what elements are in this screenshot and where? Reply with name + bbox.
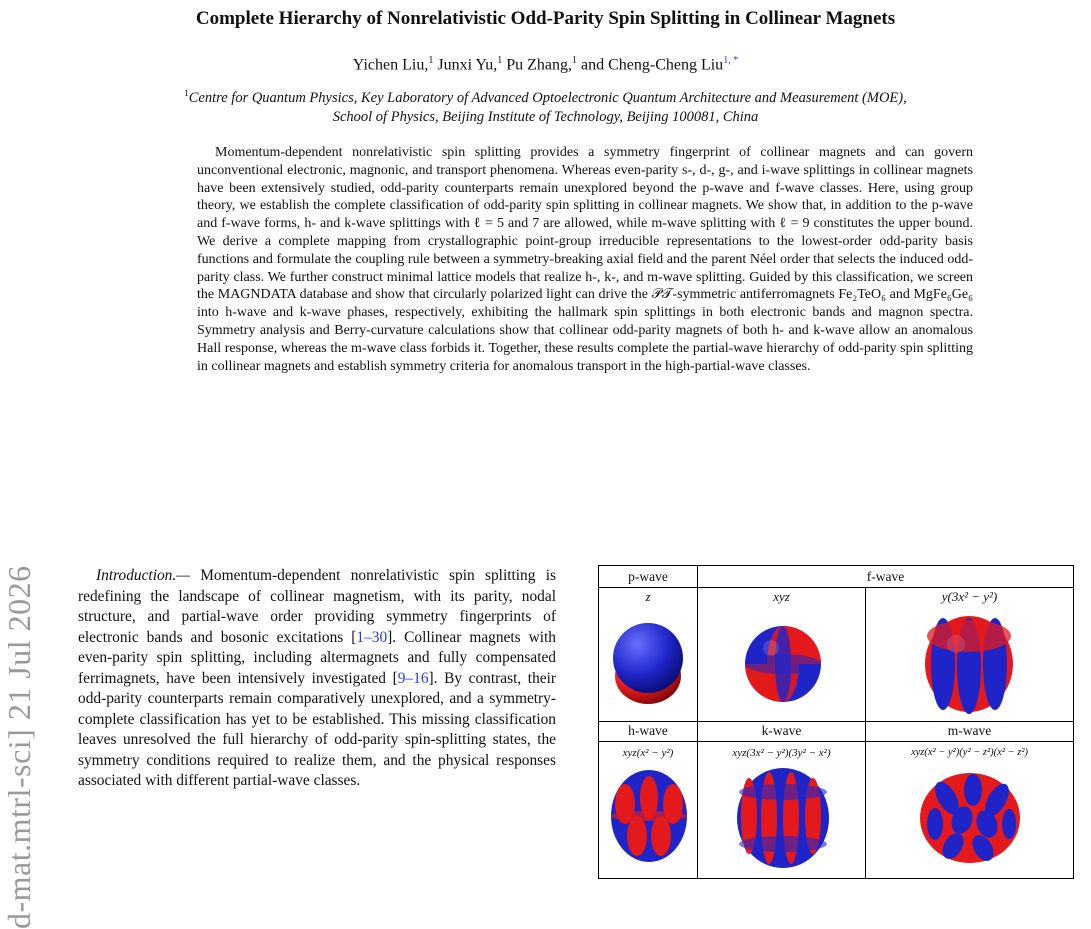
author-3: Pu Zhang, bbox=[506, 56, 572, 74]
partial-wave-figure bbox=[598, 565, 1074, 879]
citation-link-2[interactable]: 9–16 bbox=[397, 669, 429, 687]
header-m-wave: m-wave bbox=[947, 723, 992, 738]
affiliation-sup: 1 bbox=[184, 88, 189, 98]
citation-link-1[interactable]: 1–30 bbox=[356, 628, 388, 646]
paper-title: Complete Hierarchy of Nonrelativistic Odd-Parity Spin Splitting in Collinear Magnets bbox=[195, 8, 896, 29]
p-wave-orbital bbox=[611, 608, 685, 716]
author-2-sup: 1 bbox=[497, 55, 503, 66]
header-h-wave: h-wave bbox=[628, 723, 668, 738]
header-f-wave: f-wave bbox=[866, 569, 905, 584]
m-wave-orbital bbox=[917, 768, 1023, 868]
author-list bbox=[0, 55, 1091, 74]
function-k-wave: xyz(3x² − y²)(3y² − x²) bbox=[732, 747, 831, 759]
f-wave-xyz-orbital bbox=[741, 608, 825, 716]
grid-line bbox=[599, 741, 1073, 742]
author-3-sup: 1 bbox=[571, 55, 577, 66]
intro-text-3: ]. By contrast, their odd-parity counterparts remain comparatively unexplored, and a symmetry-complete classification has yet to be established. This missing classification leaves unresolved the full hierarchy of odd-parity spin-splitting states, the symmetry conditions required to realize them, and the physical responses associated with different partial-wave classes. bbox=[78, 669, 557, 789]
h-wave-orbital bbox=[607, 764, 691, 868]
function-f-wave-y: y(3x² − y²) bbox=[941, 589, 998, 604]
abstract: Momentum-dependent nonrelativistic spin splitting provides a symmetry fingerprint of collinear magnets and can govern unconventional electronic, magnonic, and transport phenomena. Whereas even-parity s-, d-, g-, and i-wave splittings in collinear magnets have been extensively studied, odd-parity counterparts remain unexplored beyond the p-wave and f-wave classes. Here, using group theory, we establish the complete classification of odd-parity spin splitting in collinear magnets. We show that, in addition to the p-wave and f-wave forms, h- and k-wave splittings with ℓ = 5 and 7 are allowed, while m-wave splitting with ℓ = 9 constitutes the upper bound. We derive a complete mapping from crystallographic point-group irreducible representations to the lowest-order odd-parity basis functions and formulate the coupling rule between a symmetry-breaking axial field and the parent Néel order that selects the induced odd-parity class. We further construct minimal lattice models that realize h-, k-, and m-wave splitting. Guided by this classification, we screen the MAGNDATA database and show that circularly polarized light can drive the 𝒫𝒯-symmetric antiferromagnets Fe₂TeO₆ and MgFe₆Ge₆ into h-wave and k-wave phases, respectively, exhibiting the hallmark spin splittings in both electronic bands and magnon spectra. Symmetry analysis and Berry-curvature calculations show that collinear odd-parity magnets of both h- and k-wave allow an anomalous Hall response, whereas the m-wave class forbids it. Together, these results complete the partial-wave hierarchy of odd-parity spin splitting in collinear magnets and establish symmetry criteria for anomalous transport in the high-partial-wave classes. bbox=[197, 145, 973, 374]
intro-text-2: ]. Collinear magnets with even-parity spin splitting, including altermagnets and fully compensated ferrimagnets, have been intensively investigated [ bbox=[78, 628, 556, 687]
function-p-wave: z bbox=[645, 589, 651, 604]
header-p-wave: p-wave bbox=[628, 569, 668, 584]
author-4-sup[interactable]: 1, * bbox=[723, 55, 739, 66]
k-wave-orbital bbox=[733, 762, 833, 870]
function-f-wave-xyz: xyz bbox=[773, 589, 790, 604]
f-wave-y-orbital bbox=[921, 606, 1017, 718]
author-4: and Cheng-Cheng Liu bbox=[580, 56, 724, 74]
function-m-wave: xyz(x² − y²)(y² − z²)(x² − z²) bbox=[910, 747, 1029, 758]
introduction-paragraph bbox=[78, 566, 556, 792]
affiliation bbox=[0, 84, 1091, 127]
author-1-sup: 1 bbox=[428, 55, 434, 66]
author-2: Junxi Yu, bbox=[437, 56, 498, 74]
affiliation-line-1: Centre for Quantum Physics, Key Laboratory of Advanced Optoelectronic Quantum Architecture and Measurement (MOE), bbox=[188, 89, 907, 106]
header-k-wave: k-wave bbox=[761, 723, 802, 738]
function-h-wave: xyz(x² − y²) bbox=[622, 747, 674, 759]
arxiv-identifier: d-mat.mtrl-sci] 21 Jul 2026 bbox=[1, 565, 37, 929]
author-1: Yichen Liu, bbox=[352, 56, 429, 74]
affiliation-line-2: School of Physics, Beijing Institute of Technology, Beijing 100081, China bbox=[332, 108, 759, 125]
intro-text-1: Momentum-dependent nonrelativistic spin splitting is redefining the landscape of collinear magnetism, with its parity, nodal structure, and partial-wave order providing symmetry fingerprints of electronic bands and bosonic excitations [ bbox=[78, 567, 556, 646]
intro-heading: Introduction.— bbox=[96, 567, 190, 584]
